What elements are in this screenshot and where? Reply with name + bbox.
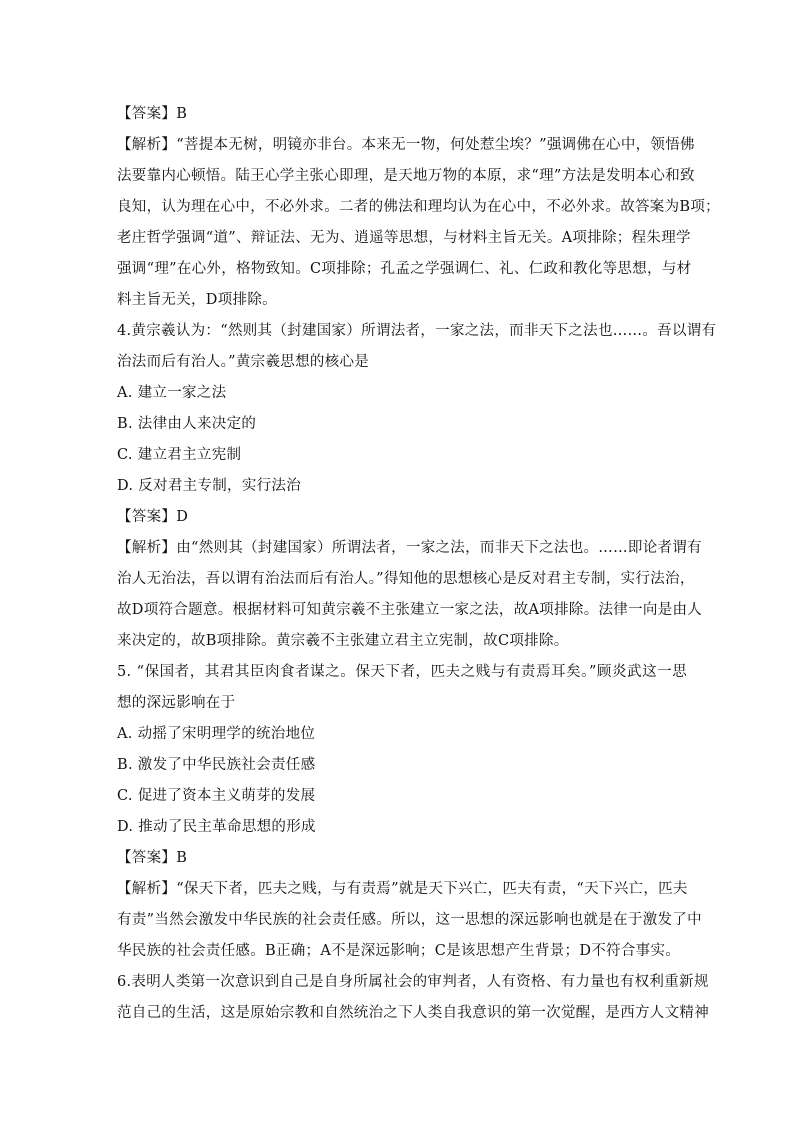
q3-explanation-line: 【解析】“菩提本无树，明镜亦非台。本来无一物，何处惹尘埃？”强调佛在心中，领悟佛 — [117, 137, 695, 153]
q5-option-a: A. 动摇了宋明理学的统治地位 — [117, 726, 316, 742]
q4-option-c: C. 建立君主立宪制 — [117, 447, 242, 463]
q5-explanation-line: 华民族的社会责任感。B正确；A不是深远影响；C是该思想产生背景；D不符合事实。 — [117, 943, 681, 959]
q5-explanation-line: 【解析】“保天下者，匹夫之贱，与有责焉”就是天下兴亡，匹夫有责，“天下兴亡，匹夫 — [117, 881, 688, 897]
q5-explanation-line: 有责”当然会激发中华民族的社会责任感。所以，这一思想的深远影响也就是在于激发了中 — [117, 912, 702, 928]
q6-stem-line: 6.表明人类第一次意识到自己是自身所属社会的审判者，人有资格、有力量也有权利重新规 — [117, 974, 709, 990]
q4-option-a: A. 建立一家之法 — [117, 385, 227, 401]
q4-stem-line: 治法而后有治人。”黄宗羲思想的核心是 — [117, 354, 370, 370]
q3-answer: 【答案】B — [117, 106, 188, 122]
q4-explanation-line: 治人无治法，吾以谓有治法而后有治人。”得知他的思想核心是反对君主专制，实行法治， — [117, 571, 695, 587]
q5-stem-line: 想的深远影响在于 — [117, 695, 236, 711]
q4-explanation-line: 来决定的，故B项排除。黄宗羲不主张建立君主立宪制，故C项排除。 — [117, 633, 569, 649]
q4-explanation-line: 【解析】由“然则其（封建国家）所谓法者，一家之法，而非天下之法也。……即论者谓有 — [117, 540, 702, 556]
q5-answer: 【答案】B — [117, 850, 188, 866]
q3-explanation-line: 强调“理”在心外，格物致知。C项排除；孔孟之学强调仁、礼、仁政和教化等思想，与材 — [117, 261, 692, 277]
q4-explanation-line: 故D项符合题意。根据材料可知黄宗羲不主张建立一家之法，故A项排除。法律一向是由人 — [117, 602, 703, 618]
q3-explanation-line: 法要靠内心顿悟。陆王心学主张心即理，是天地万物的本原，求“理”方法是发明本心和致 — [117, 168, 695, 184]
q4-stem-line: 4.黄宗羲认为：“然则其（封建国家）所谓法者，一家之法，而非天下之法也……。吾以谓有 — [117, 323, 717, 339]
q4-option-b: B. 法律由人来决定的 — [117, 416, 257, 432]
q3-explanation-line: 老庄哲学强调“道”、辩证法、无为、逍遥等思想，与材料主旨无关。A项排除；程朱理学 — [117, 230, 691, 246]
q5-option-c: C. 促进了资本主义萌芽的发展 — [117, 788, 316, 804]
q4-answer: 【答案】D — [117, 509, 189, 525]
q3-explanation-line: 良知，认为理在心中，不必外求。二者的佛法和理均认为在心中，不必外求。故答案为B项； — [117, 199, 720, 215]
q5-stem-line: 5. “保国者，其君其臣肉食者谋之。保天下者，匹夫之贱与有责焉耳矣。”顾炎武这一思 — [117, 664, 687, 680]
q4-option-d: D. 反对君主专制，实行法治 — [117, 478, 302, 494]
q6-stem-line: 范自己的生活，这是原始宗教和自然统治之下人类自我意识的第一次觉醒，是西方人文精神 — [117, 1005, 709, 1021]
q5-option-d: D. 推动了民主革命思想的形成 — [117, 819, 316, 835]
q5-option-b: B. 激发了中华民族社会责任感 — [117, 757, 316, 773]
q3-explanation-line: 料主旨无关，D项排除。 — [117, 292, 277, 308]
